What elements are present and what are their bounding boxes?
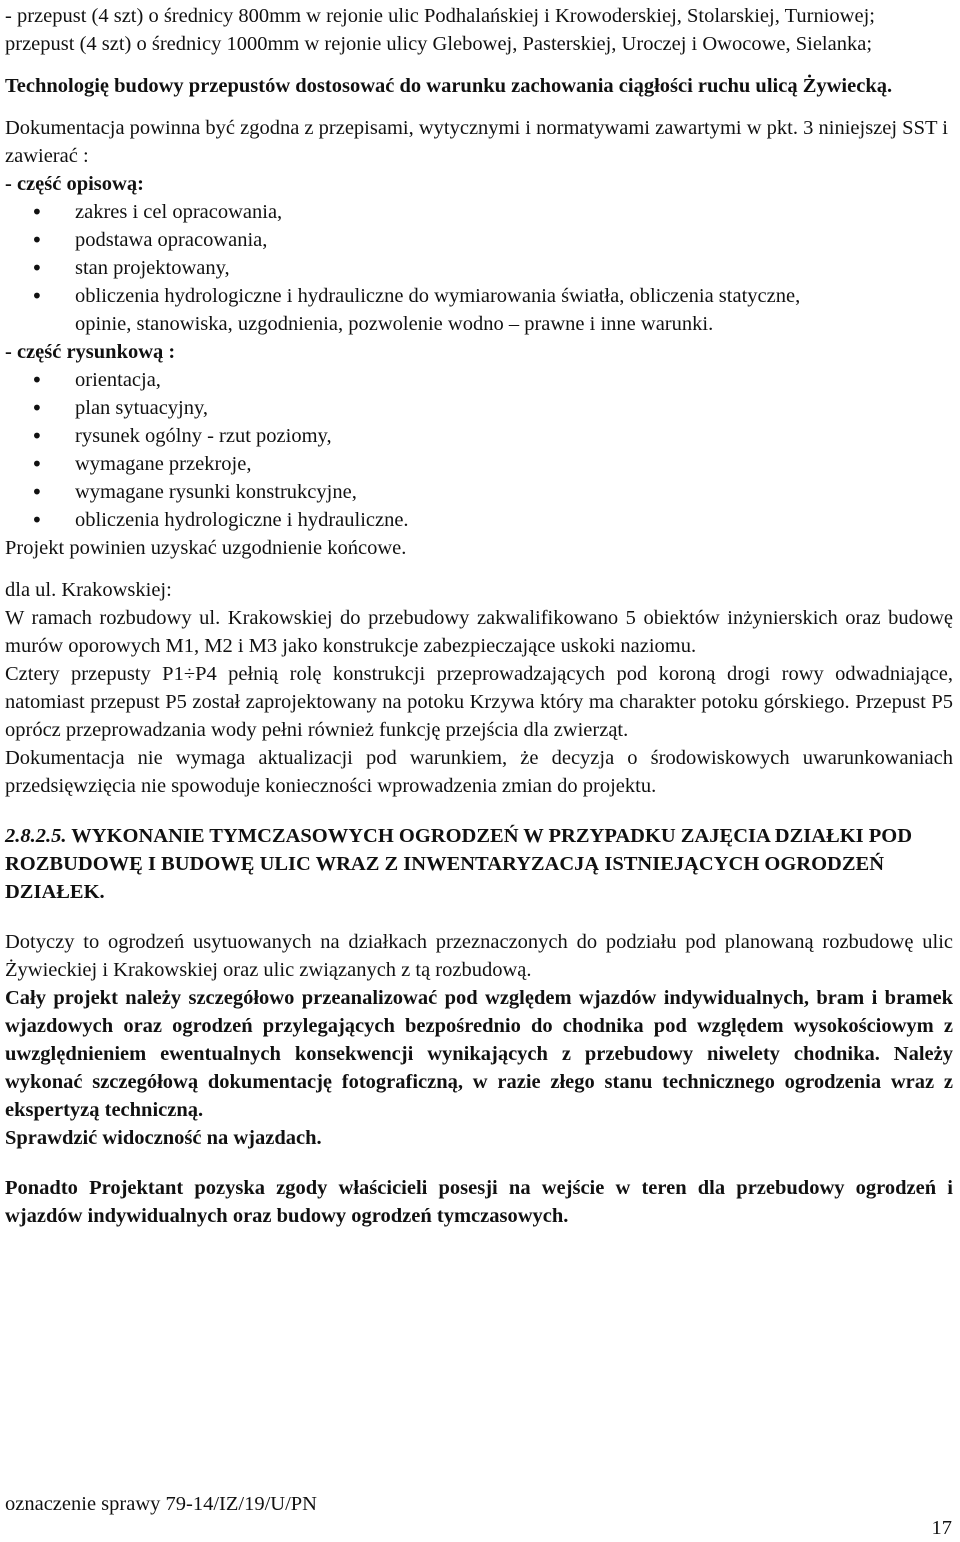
- list-item: • wymagane przekroje,: [5, 450, 953, 478]
- final-approval: Projekt powinien uzyskać uzgodnienie końcowe.: [5, 537, 407, 559]
- list-item-continuation: opinie, stanowiska, uzgodnienia, pozwolenie wodno – prawne i inne warunki.: [75, 313, 714, 335]
- fences-paragraph-1: Dotyczy to ogrodzeń usytuowanych na działkach przeznaczonych do podziału pod planowaną rozbudowę ulic Żywieckiej i Krakowskiej oraz ulic związanych z tą rozbudową.: [5, 931, 953, 981]
- list-item: • rysunek ogólny - rzut poziomy,: [5, 422, 953, 450]
- document-page: [5, 2, 953, 1230]
- krakowska-label: dla ul. Krakowskiej:: [5, 579, 172, 601]
- list-item: • zakres i cel opracowania,: [5, 198, 953, 226]
- intro-line-1: - przepust (4 szt) o średnicy 800mm w rejonie ulic Podhalańskiej i Krowoderskiej, Stolarskiej, Turniowej;: [5, 5, 875, 27]
- section-number: 2.8.2.5.: [5, 825, 67, 847]
- drawing-part-list: [5, 366, 953, 534]
- fences-paragraph-4: Ponadto Projektant pozyska zgody właścicieli posesji na wejście w teren dla przebudowy ogrodzeń i wjazdów indywidualnych oraz budowy ogrodzeń tymczasowych.: [5, 1177, 953, 1227]
- section-title: WYKONANIE TYMCZASOWYCH OGRODZEŃ W PRZYPADKU ZAJĘCIA DZIAŁKI POD ROZBUDOWĘ I BUDOWĘ ULIC WRAZ Z INWENTARYZACJĄ ISTNIEJĄCYCH OGRODZEŃ DZIAŁEK.: [5, 825, 913, 903]
- descriptive-part-label: - część opisową:: [5, 173, 144, 195]
- page-number: 17: [931, 1517, 952, 1539]
- case-number: oznaczenie sprawy 79-14/IZ/19/U/PN: [5, 1493, 317, 1515]
- fences-paragraph-2: Cały projekt należy szczegółowo przeanalizować pod względem wjazdów indywidualnych, bram i bramek wjazdowych oraz ogrodzeń przylegających bezpośrednio do chodnika pod względem wysokościowym z uwzględnieniem ewentualnych konsekwencji wynikających z przebudowy niwelety chodnika. Należy wykonać szczegółową dokumentację fotograficzną, w razie złego stanu technicznego ogrodzenia wraz z ekspertyzą techniczną.: [5, 987, 953, 1121]
- krakowska-paragraph-1: W ramach rozbudowy ul. Krakowskiej do przebudowy zakwalifikowano 5 obiektów inżynierskich oraz budowę murów oporowych M1, M2 i M3 jako konstrukcje zabezpieczające uskoki naziomu.: [5, 607, 953, 657]
- krakowska-paragraph-3: Dokumentacja nie wymaga aktualizacji pod warunkiem, że decyzja o środowiskowych uwarunkowaniach przedsięwzięcia nie spowoduje konieczności wprowadzenia zmian do projektu.: [5, 747, 953, 797]
- documentation-intro: Dokumentacja powinna być zgodna z przepisami, wytycznymi i normatywami zawartymi w pkt. 3 niniejszej SST i zawierać :: [5, 117, 948, 167]
- list-item: • podstawa opracowania,: [5, 226, 953, 254]
- fences-paragraph-3: Sprawdzić widoczność na wjazdach.: [5, 1127, 322, 1149]
- list-item: • wymagane rysunki konstrukcyjne,: [5, 478, 953, 506]
- section-heading: [5, 822, 953, 906]
- technology-note: Technologię budowy przepustów dostosować do warunku zachowania ciągłości ruchu ulicą Żywiecką.: [5, 75, 893, 97]
- list-item: • obliczenia hydrologiczne i hydrauliczne do wymiarowania światła, obliczenia statyczne,: [5, 282, 953, 310]
- intro-line-2: przepust (4 szt) o średnicy 1000mm w rejonie ulicy Glebowej, Pasterskiej, Uroczej i Owocowe, Sielanka;: [5, 33, 873, 55]
- list-item: • stan projektowany,: [5, 254, 953, 282]
- drawing-part-label: - część rysunkową :: [5, 341, 176, 363]
- list-item: • orientacja,: [5, 366, 953, 394]
- list-item: • plan sytuacyjny,: [5, 394, 953, 422]
- krakowska-paragraph-2: Cztery przepusty P1÷P4 pełnią rolę konstrukcji przeprowadzających pod koroną drogi rowy odwadniające, natomiast przepust P5 został zaprojektowany na potoku Krzywa który ma charakter potoku górskiego. Przepust P5 oprócz przeprowadzania wody pełni również funkcję przejścia dla zwierząt.: [5, 663, 953, 741]
- descriptive-part-list: [5, 198, 953, 310]
- list-item: • obliczenia hydrologiczne i hydrauliczne.: [5, 506, 953, 534]
